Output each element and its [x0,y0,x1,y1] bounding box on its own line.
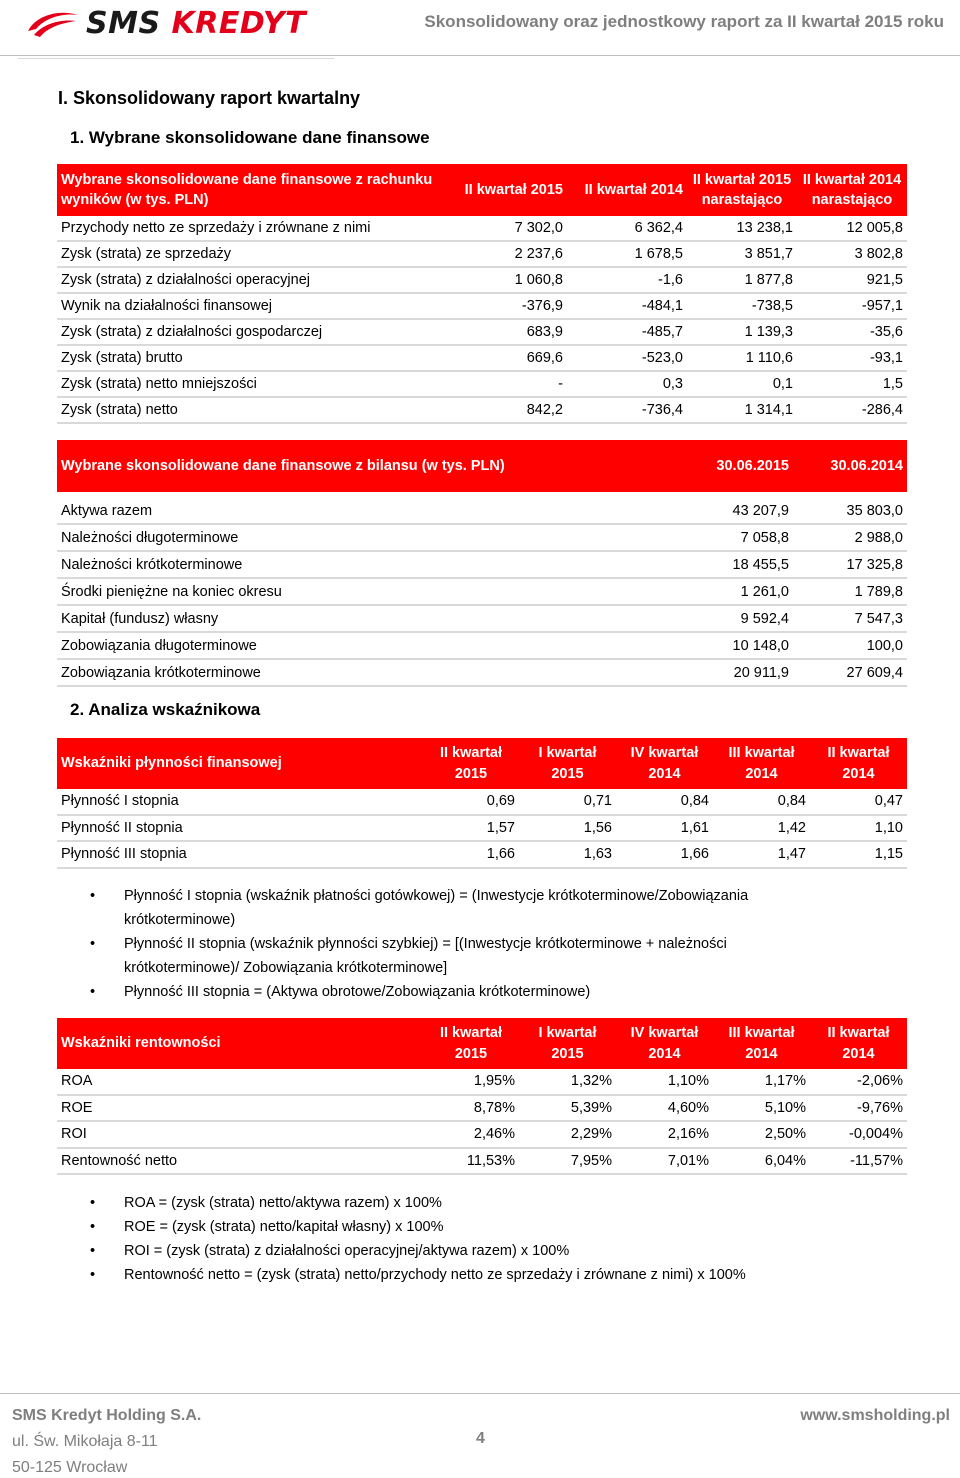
bullet-icon: • [90,888,96,904]
table-row [57,216,907,241]
table-row [57,241,907,267]
definition-item [58,1191,858,1215]
cell-value: 3 851,7 [687,241,797,267]
table-row [57,789,907,815]
cell-value: - [443,371,567,397]
column-header: Wskaźniki płynności finansowej [57,738,423,789]
cell-value: -1,6 [567,267,687,293]
cell-value: 0,1 [687,371,797,397]
column-header: II kwartał 2014 [810,738,907,789]
row-label: Zysk (strata) netto [57,397,443,423]
cell-value: 1,63 [519,841,616,868]
company-logo [26,6,306,42]
table-row [57,578,907,605]
definition-item [58,1215,858,1239]
cell-value: 0,71 [519,789,616,815]
table-row [57,371,907,397]
row-label: Zobowiązania krótkoterminowe [57,659,677,686]
column-header: I kwartał 2015 [519,1018,616,1069]
table-row [57,345,907,371]
row-label: Płynność III stopnia [57,841,423,868]
cell-value: 1,57 [423,815,519,842]
cell-value: 10 148,0 [677,632,793,659]
bullet-icon: • [90,1195,96,1211]
cell-value: 1,66 [423,841,519,868]
cell-value: 7 547,3 [793,605,907,632]
cell-value: -2,06% [810,1069,907,1095]
column-header: Wybrane skonsolidowane dane finansowe z bilansu (w tys. PLN) [57,440,677,492]
column-header: II kwartał 2015 narastająco [687,164,797,216]
cell-value: -11,57% [810,1148,907,1175]
cell-value: 5,10% [713,1095,810,1122]
cell-value: 1,10 [810,815,907,842]
cell-value: 1 877,8 [687,267,797,293]
definition-text: ROA = (zysk (strata) netto/aktywa razem) x 100% [124,1195,442,1211]
column-header: II kwartał 2015 [443,164,567,216]
footer-address: 50-125 Wrocław [12,1459,128,1476]
cell-value: 1,47 [713,841,810,868]
cell-value: 2,29% [519,1121,616,1148]
cell-value: 683,9 [443,319,567,345]
definition-item [58,1263,858,1287]
column-header: II kwartał 2014 [567,164,687,216]
cell-value: 43 207,9 [677,498,793,524]
cell-value: 9 592,4 [677,605,793,632]
definition-text: Rentowność netto = (zysk (strata) netto/przychody netto ze sprzedaży i zrównane z nimi) x 100% [124,1267,746,1283]
cell-value: 1,32% [519,1069,616,1095]
table-row [57,1121,907,1148]
table-row [57,267,907,293]
cell-value: 35 803,0 [793,498,907,524]
page-header [0,0,960,56]
table-header-row [57,1018,907,1069]
row-label: Wynik na działalności finansowej [57,293,443,319]
bullet-icon: • [90,936,96,952]
cell-value: 2 988,0 [793,524,907,551]
report-title: Skonsolidowany oraz jednostkowy raport za II kwartał 2015 roku [424,12,944,31]
profitability-definitions-list [58,1191,858,1287]
cell-value: -523,0 [567,345,687,371]
balance-sheet-table [57,440,907,687]
cell-value: -0,004% [810,1121,907,1148]
cell-value: 7 058,8 [677,524,793,551]
table-row [57,293,907,319]
cell-value: 1,17% [713,1069,810,1095]
cell-value: 4,60% [616,1095,713,1122]
row-label: ROE [57,1095,423,1122]
liquidity-definitions-list [58,884,838,1004]
cell-value: 2,50% [713,1121,810,1148]
table-row [57,815,907,842]
cell-value: 1,56 [519,815,616,842]
column-header: Wskaźniki rentowności [57,1018,423,1069]
cell-value: 20 911,9 [677,659,793,686]
table-row [57,319,907,345]
column-header: II kwartał 2014 narastająco [797,164,907,216]
page-number: 4 [476,1430,485,1447]
column-header: IV kwartał 2014 [616,738,713,789]
income-statement-table [57,164,907,424]
cell-value: 13 238,1 [687,216,797,241]
cell-value: -485,7 [567,319,687,345]
row-label: Zysk (strata) netto mniejszości [57,371,443,397]
column-header: III kwartał 2014 [713,1018,810,1069]
table-row [57,498,907,524]
row-label: ROA [57,1069,423,1095]
cell-value: 1,42 [713,815,810,842]
cell-value: 0,69 [423,789,519,815]
header-divider-short [18,58,334,59]
cell-value: 842,2 [443,397,567,423]
cell-value: 669,6 [443,345,567,371]
table-row [57,1095,907,1122]
cell-value: -9,76% [810,1095,907,1122]
column-header: I kwartał 2015 [519,738,616,789]
column-header: II kwartał 2015 [423,738,519,789]
cell-value: 2,16% [616,1121,713,1148]
table-row [57,397,907,423]
definition-text: ROI = (zysk (strata) z działalności operacyjnej/aktywa razem) x 100% [124,1243,570,1259]
footer-website-link[interactable]: www.smsholding.pl [800,1407,950,1424]
cell-value: 0,84 [713,789,810,815]
cell-value: -286,4 [797,397,907,423]
cell-value: 12 005,8 [797,216,907,241]
definition-item [58,884,838,932]
row-label: Płynność II stopnia [57,815,423,842]
header-divider [0,55,960,56]
logo-swoosh-icon [26,9,80,39]
row-label: Zysk (strata) ze sprzedaży [57,241,443,267]
table-row [57,1148,907,1175]
logo-text: SMS KREDYT [86,6,307,41]
row-label: Zysk (strata) brutto [57,345,443,371]
definition-text: Płynność I stopnia (wskaźnik płatności gotówkowej) = (Inwestycje krótkoterminowe/Zobowiązania krótkoterminowe) [124,888,749,928]
cell-value: -376,9 [443,293,567,319]
footer-company: SMS Kredyt Holding S.A. [12,1407,202,1424]
cell-value: 1 789,8 [793,578,907,605]
cell-value: 1 314,1 [687,397,797,423]
section-heading: I. Skonsolidowany raport kwartalny [58,88,361,108]
definition-item [58,980,838,1004]
column-header: Wybrane skonsolidowane dane finansowe z rachunku wyników (w tys. PLN) [57,164,443,216]
cell-value: 1,10% [616,1069,713,1095]
cell-value: 1 139,3 [687,319,797,345]
cell-value: -736,4 [567,397,687,423]
row-label: Należności krótkoterminowe [57,551,677,578]
table-row [57,524,907,551]
cell-value: 1 678,5 [567,241,687,267]
row-label: Kapitał (fundusz) własny [57,605,677,632]
row-label: Zysk (strata) z działalności gospodarczej [57,319,443,345]
column-header: II kwartał 2015 [423,1018,519,1069]
cell-value: 1 110,6 [687,345,797,371]
table-row [57,841,907,868]
cell-value: -738,5 [687,293,797,319]
bullet-icon: • [90,1267,96,1283]
footer-divider [0,1393,960,1394]
row-label: Zysk (strata) z działalności operacyjnej [57,267,443,293]
cell-value: 7 302,0 [443,216,567,241]
definition-text: ROE = (zysk (strata) netto/kapitał własny) x 100% [124,1219,444,1235]
row-label: Przychody netto ze sprzedaży i zrównane z nimi [57,216,443,241]
column-header: 30.06.2014 [793,440,907,492]
table-header-row [57,164,907,216]
column-header: 30.06.2015 [677,440,793,492]
table-header-row [57,738,907,789]
table-row [57,551,907,578]
cell-value: 8,78% [423,1095,519,1122]
cell-value: 1,95% [423,1069,519,1095]
row-label: ROI [57,1121,423,1148]
bullet-icon: • [90,1243,96,1259]
subsection-heading: 1. Wybrane skonsolidowane dane finansowe [70,128,430,147]
definition-item [58,1239,858,1263]
cell-value: 5,39% [519,1095,616,1122]
cell-value: 1,61 [616,815,713,842]
cell-value: 11,53% [423,1148,519,1175]
cell-value: 0,47 [810,789,907,815]
cell-value: 1 261,0 [677,578,793,605]
cell-value: -484,1 [567,293,687,319]
row-label: Należności długoterminowe [57,524,677,551]
cell-value: 1,15 [810,841,907,868]
cell-value: 18 455,5 [677,551,793,578]
cell-value: 100,0 [793,632,907,659]
column-header: II kwartał 2014 [810,1018,907,1069]
cell-value: 7,95% [519,1148,616,1175]
cell-value: -35,6 [797,319,907,345]
cell-value: 27 609,4 [793,659,907,686]
cell-value: 0,3 [567,371,687,397]
cell-value: 3 802,8 [797,241,907,267]
table-header-row [57,440,907,492]
liquidity-ratios-table [57,738,907,869]
column-header: IV kwartał 2014 [616,1018,713,1069]
definition-text: Płynność III stopnia = (Aktywa obrotowe/Zobowiązania krótkoterminowe) [124,984,591,1000]
footer-address: ul. Św. Mikołaja 8-11 [12,1433,158,1450]
row-label: Płynność I stopnia [57,789,423,815]
row-label: Aktywa razem [57,498,677,524]
row-label: Środki pieniężne na koniec okresu [57,578,677,605]
cell-value: 1 060,8 [443,267,567,293]
cell-value: 7,01% [616,1148,713,1175]
bullet-icon: • [90,984,96,1000]
definition-text: Płynność II stopnia (wskaźnik płynności szybkiej) = [(Inwestycje krótkoterminowe + należności krótkoterminowe)/ Zobowiązania krótkoterminowe] [124,936,727,976]
table-row [57,632,907,659]
bullet-icon: • [90,1219,96,1235]
profitability-ratios-table [57,1018,907,1175]
definition-item [58,932,838,980]
table-row [57,659,907,686]
table-row [57,605,907,632]
cell-value: 0,84 [616,789,713,815]
subsection-heading: 2. Analiza wskaźnikowa [70,700,261,719]
cell-value: -957,1 [797,293,907,319]
cell-value: 6,04% [713,1148,810,1175]
cell-value: 2,46% [423,1121,519,1148]
cell-value: -93,1 [797,345,907,371]
cell-value: 921,5 [797,267,907,293]
column-header: III kwartał 2014 [713,738,810,789]
cell-value: 6 362,4 [567,216,687,241]
table-row [57,1069,907,1095]
cell-value: 2 237,6 [443,241,567,267]
cell-value: 17 325,8 [793,551,907,578]
row-label: Zobowiązania długoterminowe [57,632,677,659]
row-label: Rentowność netto [57,1148,423,1175]
cell-value: 1,66 [616,841,713,868]
cell-value: 1,5 [797,371,907,397]
